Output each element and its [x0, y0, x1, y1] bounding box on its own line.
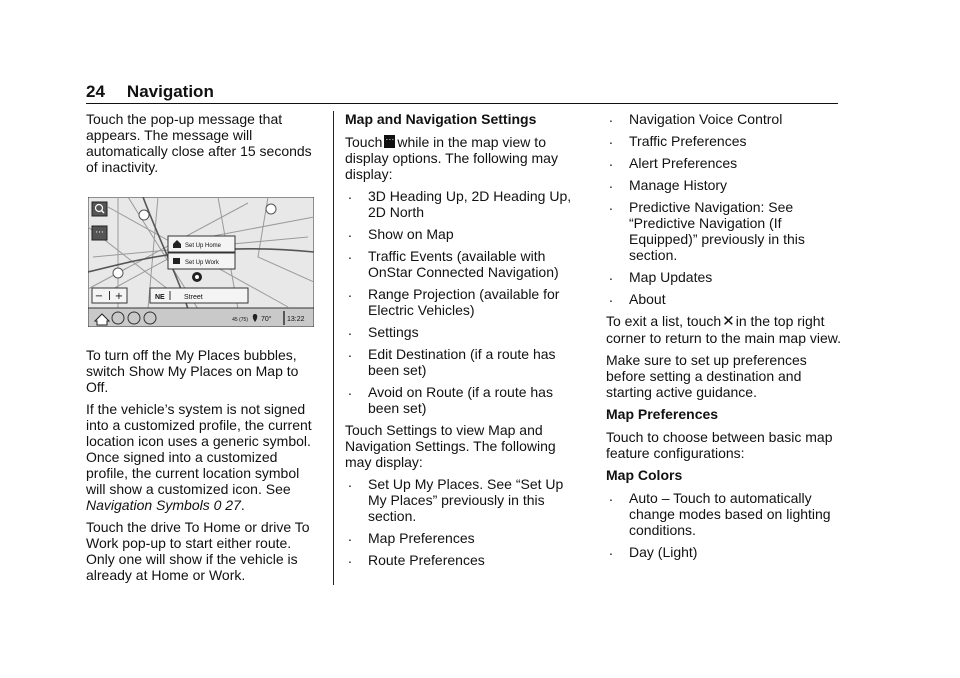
map-screen	[88, 197, 314, 327]
column-1	[86, 111, 322, 589]
section-heading: Map and Navigation Settings	[345, 111, 537, 127]
route-shield-icon	[139, 210, 149, 220]
paragraph: Make sure to set up preferences before setting a destination and starting active guidance.	[606, 352, 807, 400]
settings-list	[345, 476, 581, 568]
column-3	[606, 111, 842, 566]
fuel-readout: 45 (75)	[232, 317, 248, 323]
settings-list-continued	[606, 111, 842, 307]
heading-label: NE	[155, 294, 165, 301]
list-item: . Traffic Events (available with OnStar Connected Navigation)	[345, 248, 581, 280]
work-icon	[173, 258, 180, 264]
list-item: . Settings	[345, 324, 581, 340]
column-divider	[333, 111, 334, 585]
map-colors-list	[606, 490, 842, 560]
navigation-screen-figure	[88, 197, 314, 327]
paragraph: If the vehicle’s system is not signed into a customized profile, the current location icon uses a generic symbol. Once signed into a customized profile, the current location symbol will show a customized icon. See Navigation Symbols 0 27.	[86, 401, 312, 513]
section-heading: Map Preferences	[606, 406, 719, 422]
status-bar	[88, 308, 314, 327]
popup-work-label: Set Up Work	[185, 260, 219, 266]
paragraph: Touch the drive To Home or drive To Work pop-up to start either route. Only one will show if the vehicle is already at Home or Work.	[86, 519, 310, 583]
cross-reference-link[interactable]: Navigation Symbols	[86, 497, 210, 513]
list-item: . Navigation Voice Control	[606, 111, 842, 127]
temperature-readout: 70°	[261, 316, 272, 323]
route-shield-icon	[266, 204, 276, 214]
paragraph: Touch Settings to view Map and Navigation Settings. The following may display:	[345, 422, 556, 470]
paragraph: To exit a list, touch✕in the top right corner to return to the main map view.	[606, 313, 841, 346]
route-shield-icon	[113, 268, 123, 278]
list-item: . Set Up My Places. See “Set Up My Places” previously in this section.	[345, 476, 581, 524]
popup-home-label: Set Up Home	[185, 243, 222, 249]
list-item: . About	[606, 291, 842, 307]
list-item: . 3D Heading Up, 2D Heading Up, 2D North	[345, 188, 581, 220]
list-item: . Range Projection (available for Electric Vehicles)	[345, 286, 581, 318]
list-item: . Edit Destination (if a route has been set)	[345, 346, 581, 378]
paragraph: Touch to choose between basic map feature configurations:	[606, 429, 833, 461]
list-item: . Auto – Touch to automatically change modes based on lighting conditions.	[606, 490, 842, 538]
page-header	[86, 82, 838, 103]
column-2	[345, 111, 581, 574]
list-item: . Route Preferences	[345, 552, 581, 568]
list-item: . Avoid on Route (if a route has been set)	[345, 384, 581, 416]
header-rule	[86, 103, 838, 104]
options-list	[345, 188, 581, 416]
list-item: . Day (Light)	[606, 544, 842, 560]
page-reference: 0 27	[213, 497, 241, 513]
close-icon: ✕	[722, 313, 735, 330]
section-title: Navigation	[126, 82, 214, 101]
more-icon: ···	[95, 228, 104, 238]
paragraph: To turn off the My Places bubbles, switch Show My Places on Map to Off.	[86, 347, 299, 395]
time-readout: 13:22	[287, 316, 305, 323]
list-item: . Manage History	[606, 177, 842, 193]
list-item: . Map Updates	[606, 269, 842, 285]
paragraph: Touch the pop-up message that appears. The message will automatically close after 15 seconds of inactivity.	[86, 111, 312, 175]
zoom-in-icon[interactable]: +	[114, 291, 124, 302]
street-label: Street	[184, 294, 203, 301]
zoom-out-icon[interactable]: −	[94, 291, 104, 302]
more-options-icon	[384, 135, 395, 148]
section-heading: Map Colors	[606, 467, 683, 483]
list-item: . Predictive Navigation: See “Predictive Navigation (If Equipped)” previously in this section.	[606, 199, 842, 263]
paragraph: Touch··· while in the map view to display options. The following may display:	[345, 134, 581, 182]
list-item: . Map Preferences	[345, 530, 581, 546]
list-item: . Traffic Preferences	[606, 133, 842, 149]
page-number: 24	[86, 82, 105, 101]
list-item: . Show on Map	[345, 226, 581, 242]
list-item: . Alert Preferences	[606, 155, 842, 171]
